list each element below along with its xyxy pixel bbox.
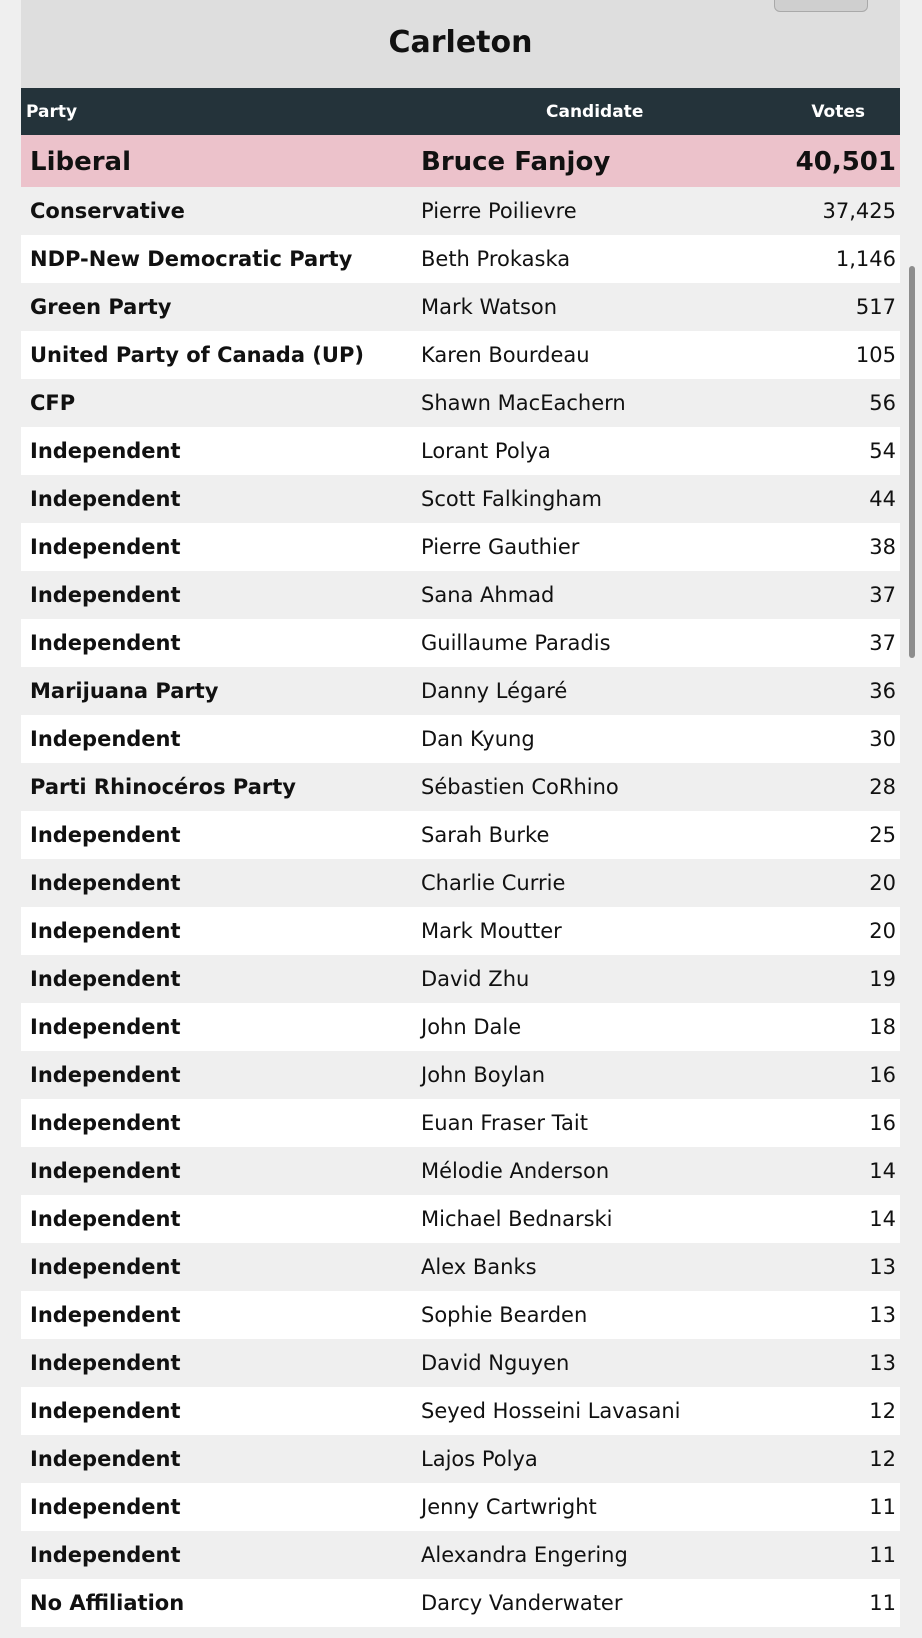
- votes-cell: 18: [869, 1015, 896, 1039]
- candidate-cell: Michael Bednarski: [421, 1207, 613, 1231]
- table-row: [21, 571, 900, 619]
- table-row: [21, 1195, 900, 1243]
- party-cell: Independent: [30, 1255, 181, 1279]
- scrollbar[interactable]: [909, 266, 915, 658]
- table-row: [21, 1483, 900, 1531]
- party-cell: Independent: [30, 919, 181, 943]
- table-row: [21, 1339, 900, 1387]
- votes-cell: 20: [869, 871, 896, 895]
- header-votes: Votes: [811, 102, 865, 122]
- votes-cell: 56: [869, 391, 896, 415]
- table-row: [21, 1531, 900, 1579]
- party-cell: Independent: [30, 967, 181, 991]
- votes-cell: 16: [869, 1111, 896, 1135]
- candidate-cell: Danny Légaré: [421, 679, 568, 703]
- candidate-cell: Lajos Polya: [421, 1447, 538, 1471]
- candidate-cell: Alex Banks: [421, 1255, 537, 1279]
- candidate-cell: Beth Prokaska: [421, 247, 571, 271]
- party-cell: Green Party: [30, 295, 172, 319]
- table-row: [21, 1003, 900, 1051]
- party-cell: Independent: [30, 1159, 181, 1183]
- table-row: [21, 1291, 900, 1339]
- table-row: [21, 379, 900, 427]
- votes-cell: 1,146: [835, 247, 896, 271]
- party-cell: Independent: [30, 1399, 181, 1423]
- table-header: [21, 88, 900, 135]
- results-table-body: [21, 135, 900, 1627]
- table-row: [21, 859, 900, 907]
- candidate-cell: Euan Fraser Tait: [421, 1111, 588, 1135]
- winner-row: [21, 135, 900, 187]
- table-row: [21, 523, 900, 571]
- table-row: [21, 475, 900, 523]
- party-cell: Independent: [30, 631, 181, 655]
- votes-cell: 11: [869, 1495, 896, 1519]
- votes-cell: 37: [869, 631, 896, 655]
- votes-cell: 19: [869, 967, 896, 991]
- candidate-cell: Pierre Gauthier: [421, 535, 580, 559]
- votes-cell: 25: [869, 823, 896, 847]
- candidate-cell: Mélodie Anderson: [421, 1159, 610, 1183]
- party-cell: No Affiliation: [30, 1591, 185, 1615]
- party-cell: Parti Rhinocéros Party: [30, 775, 296, 799]
- candidate-cell: Shawn MacEachern: [421, 391, 626, 415]
- party-cell: Independent: [30, 1495, 181, 1519]
- party-cell: Independent: [30, 1111, 181, 1135]
- table-row: [21, 1147, 900, 1195]
- party-cell: Independent: [30, 1207, 181, 1231]
- candidate-cell: Karen Bourdeau: [421, 343, 590, 367]
- party-cell: Independent: [30, 871, 181, 895]
- votes-cell: 36: [869, 679, 896, 703]
- party-cell: Independent: [30, 583, 181, 607]
- party-cell: Independent: [30, 1447, 181, 1471]
- header-candidate: Candidate: [546, 102, 644, 122]
- candidate-cell: Lorant Polya: [421, 439, 551, 463]
- votes-cell: 13: [869, 1351, 896, 1375]
- candidate-cell: David Nguyen: [421, 1351, 570, 1375]
- riding-title: Carleton: [388, 25, 533, 60]
- candidate-cell: Pierre Poilievre: [421, 199, 577, 223]
- table-row: [21, 955, 900, 1003]
- candidate-cell: Mark Moutter: [421, 919, 562, 943]
- table-row: [21, 235, 900, 283]
- party-cell: CFP: [30, 391, 76, 415]
- party-cell: Independent: [30, 1303, 181, 1327]
- table-row: [21, 427, 900, 475]
- party-cell: Independent: [30, 1351, 181, 1375]
- votes-cell: 54: [869, 439, 896, 463]
- votes-cell: 38: [869, 535, 896, 559]
- table-row: [21, 331, 900, 379]
- party-cell: Independent: [30, 535, 181, 559]
- candidate-cell: Bruce Fanjoy: [421, 147, 611, 177]
- results-panel: [21, 0, 900, 1627]
- candidate-cell: Mark Watson: [421, 295, 558, 319]
- candidate-cell: Alexandra Engering: [421, 1543, 628, 1567]
- candidate-cell: Sébastien CoRhino: [421, 775, 619, 799]
- candidate-cell: Seyed Hosseini Lavasani: [421, 1399, 681, 1423]
- header-party: Party: [26, 102, 78, 122]
- votes-cell: 37: [869, 583, 896, 607]
- title-bar: [21, 0, 900, 88]
- votes-cell: 28: [869, 775, 896, 799]
- votes-cell: 13: [869, 1303, 896, 1327]
- table-row: [21, 1435, 900, 1483]
- votes-cell: 14: [869, 1159, 896, 1183]
- table-row: [21, 763, 900, 811]
- table-row: [21, 907, 900, 955]
- votes-cell: 16: [869, 1063, 896, 1087]
- candidate-cell: Dan Kyung: [421, 727, 535, 751]
- votes-cell: 12: [869, 1399, 896, 1423]
- votes-cell: 11: [869, 1543, 896, 1567]
- candidate-cell: Sophie Bearden: [421, 1303, 588, 1327]
- candidate-cell: Scott Falkingham: [421, 487, 602, 511]
- top-button[interactable]: [774, 0, 868, 12]
- party-cell: Independent: [30, 439, 181, 463]
- candidate-cell: Charlie Currie: [421, 871, 566, 895]
- party-cell: United Party of Canada (UP): [30, 343, 364, 367]
- party-cell: Independent: [30, 727, 181, 751]
- candidate-cell: Sarah Burke: [421, 823, 550, 847]
- table-row: [21, 1579, 900, 1627]
- table-row: [21, 283, 900, 331]
- party-cell: Independent: [30, 1543, 181, 1567]
- votes-cell: 13: [869, 1255, 896, 1279]
- votes-cell: 517: [855, 295, 896, 319]
- party-cell: Independent: [30, 823, 181, 847]
- table-row: [21, 187, 900, 235]
- table-row: [21, 1387, 900, 1435]
- votes-cell: 105: [855, 343, 896, 367]
- party-cell: Conservative: [30, 199, 185, 223]
- table-row: [21, 1051, 900, 1099]
- party-cell: Independent: [30, 1015, 181, 1039]
- table-row: [21, 667, 900, 715]
- party-cell: Independent: [30, 1063, 181, 1087]
- candidate-cell: John Dale: [421, 1015, 522, 1039]
- table-row: [21, 1243, 900, 1291]
- table-row: [21, 811, 900, 859]
- candidate-cell: Darcy Vanderwater: [421, 1591, 623, 1615]
- candidate-cell: John Boylan: [421, 1063, 546, 1087]
- candidate-cell: David Zhu: [421, 967, 530, 991]
- table-row: [21, 619, 900, 667]
- votes-cell: 40,501: [795, 147, 896, 177]
- votes-cell: 11: [869, 1591, 896, 1615]
- party-cell: Liberal: [30, 147, 132, 177]
- party-cell: Independent: [30, 487, 181, 511]
- candidate-cell: Sana Ahmad: [421, 583, 555, 607]
- party-cell: NDP-New Democratic Party: [30, 247, 353, 271]
- party-cell: Marijuana Party: [30, 679, 219, 703]
- votes-cell: 14: [869, 1207, 896, 1231]
- table-row: [21, 1099, 900, 1147]
- candidate-cell: Guillaume Paradis: [421, 631, 611, 655]
- votes-cell: 20: [869, 919, 896, 943]
- votes-cell: 37,425: [822, 199, 896, 223]
- table-row: [21, 715, 900, 763]
- votes-cell: 12: [869, 1447, 896, 1471]
- votes-cell: 44: [869, 487, 896, 511]
- candidate-cell: Jenny Cartwright: [421, 1495, 597, 1519]
- votes-cell: 30: [869, 727, 896, 751]
